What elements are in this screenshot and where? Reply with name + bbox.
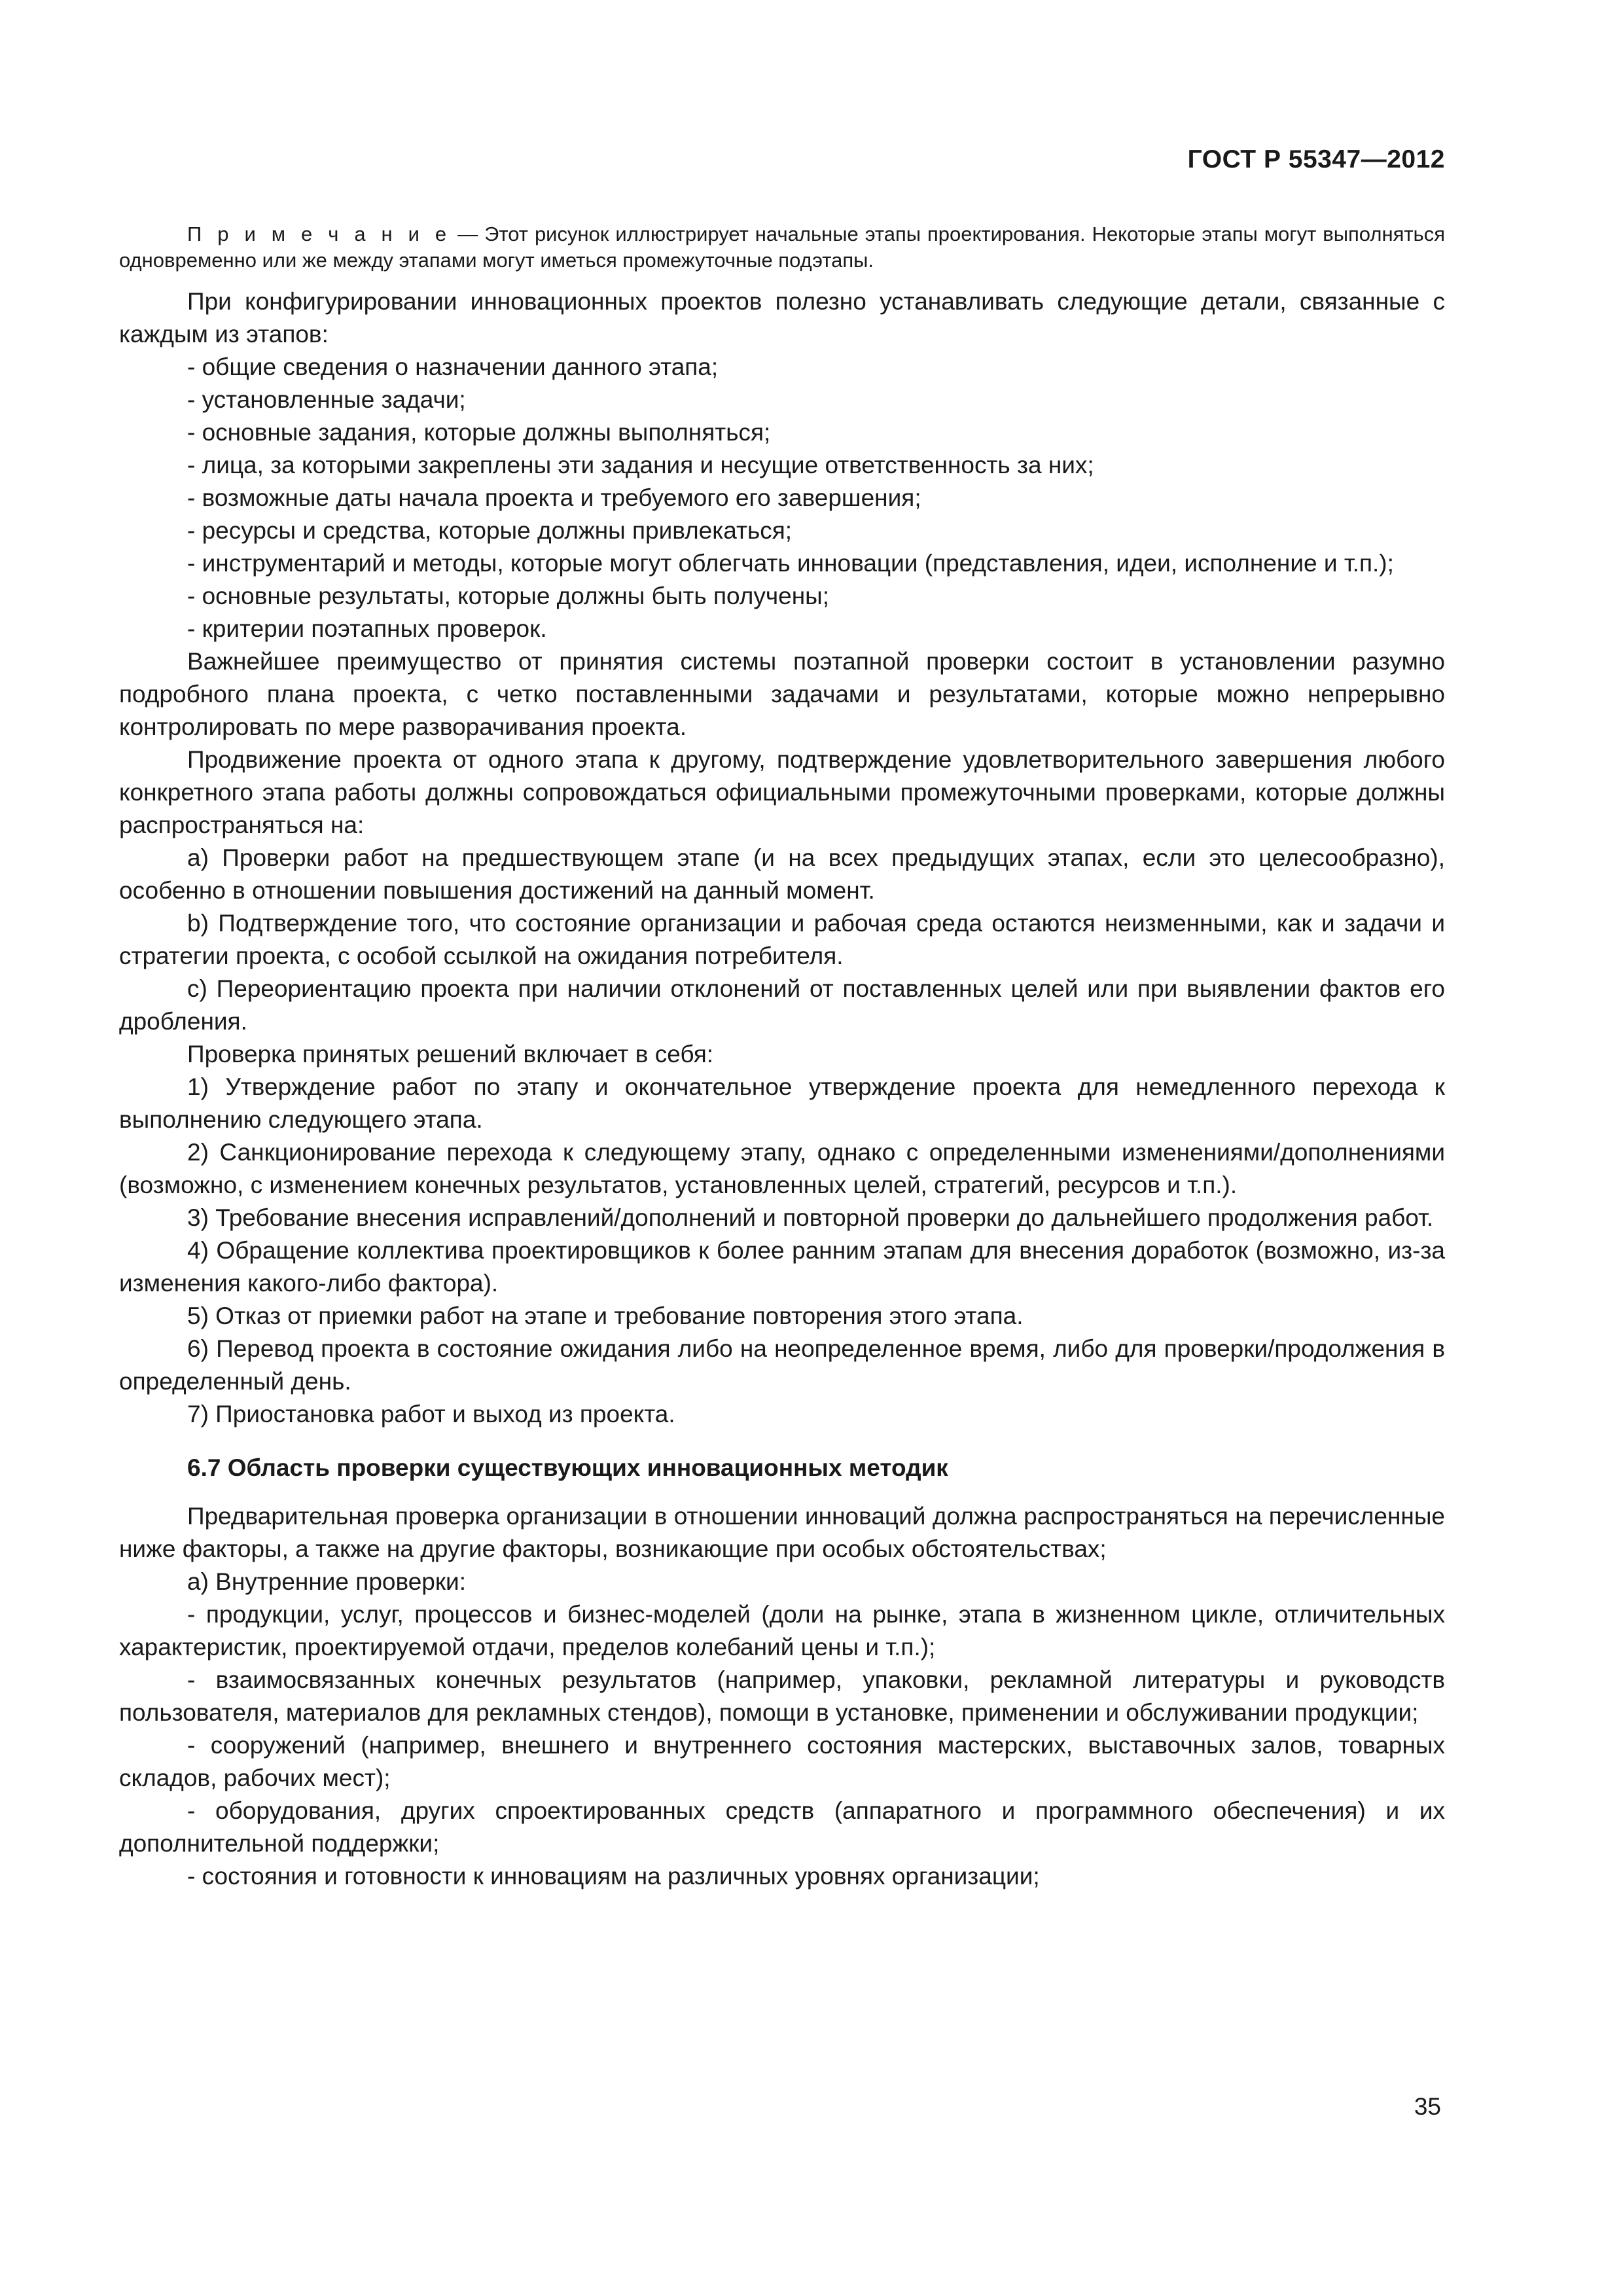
list-item-config: - инструментарий и методы, которые могут облегчать инновации (представления, идеи, исполнение и т.п.); [187, 550, 1394, 577]
list-item-internal: - сооружений (например, внешнего и внутреннего состояния мастерских, выставочных залов, товарных складов, рабочих мест); [119, 1732, 1445, 1791]
list-item-config: - возможные даты начала проекта и требуемого его завершения; [187, 484, 921, 511]
list-item-config: - ресурсы и средства, которые должны привлекаться; [187, 517, 793, 544]
paragraph-section-intro: Предварительная проверка организации в отношении инноваций должна распространяться на перечисленные ниже факторы, а также на другие факторы, возникающие при особых обстоятельствах; [119, 1503, 1445, 1562]
list-item-decision: 3) Требование внесения исправлений/дополнений и повторной проверки до дальнейшего продолжения работ. [187, 1204, 1434, 1231]
subheading-internal-checks: а) Внутренние проверки: [187, 1568, 467, 1595]
paragraph-advantage: Важнейшее преимущество от принятия системы поэтапной проверки состоит в установлении разумно подробного плана проекта, с четко поставленными задачами и результатами, которые можно непрерывно контролировать по мере разворачивания проекта. [119, 648, 1445, 740]
list-item-config: - установленные задачи; [187, 386, 466, 413]
list-item-config: - основные задания, которые должны выполняться; [187, 419, 771, 446]
paragraph-decisions: Проверка принятых решений включает в себя: [187, 1041, 714, 1067]
list-item-check: c) Переориентацию проекта при наличии отклонений от поставленных целей или при выявлении фактов его дробления. [119, 975, 1445, 1035]
list-item-config: - лица, за которыми закреплены эти задания и несущие ответственность за них; [187, 452, 1094, 478]
list-item-decision: 4) Обращение коллектива проектировщиков к более ранним этапам для внесения доработок (возможно, из-за изменения какого-либо фактора). [119, 1237, 1445, 1297]
list-item-decision: 6) Перевод проекта в состояние ожидания либо на неопределенное время, либо для проверки/продолжения в определенный день. [119, 1335, 1445, 1395]
list-item-decision: 7) Приостановка работ и выход из проекта. [187, 1401, 675, 1427]
page-number: 35 [1414, 2093, 1441, 2120]
document-body [119, 221, 1445, 1893]
paragraph-config-intro: При конфигурировании инновационных проектов полезно устанавливать следующие детали, связанные с каждым из этапов: [119, 288, 1445, 348]
list-item-decision: 5) Отказ от приемки работ на этапе и требование повторения этого этапа. [187, 1302, 1024, 1329]
list-item-config: - основные результаты, которые должны быть получены; [187, 583, 830, 609]
list-item-check: b) Подтверждение того, что состояние организации и рабочая среда остаются неизменными, как и задачи и стратегии проекта, с особой ссылкой на ожидания потребителя. [119, 910, 1445, 969]
figure-note [119, 221, 1445, 274]
note-text: — Этот рисунок иллюстрирует начальные этапы проектирования. Некоторые этапы могут выполняться одновременно или же между этапами могут иметься промежуточные подэтапы. [119, 223, 1445, 272]
paragraph-progress: Продвижение проекта от одного этапа к другому, подтверждение удовлетворительного завершения любого конкретного этапа работы должны сопровождаться официальными промежуточными проверками, которые должны распространяться на: [119, 746, 1445, 838]
section-heading: 6.7 Область проверки существующих инновационных методик [187, 1454, 948, 1481]
list-item-check: a) Проверки работ на предшествующем этапе (и на всех предыдущих этапах, если это целесообразно), особенно в отношении повышения достижений на данный момент. [119, 844, 1445, 904]
list-item-config: - критерии поэтапных проверок. [187, 615, 547, 642]
list-item-decision: 1) Утверждение работ по этапу и окончательное утверждение проекта для немедленного перехода к выполнению следующего этапа. [119, 1073, 1445, 1133]
list-item-internal: - продукции, услуг, процессов и бизнес-моделей (доли на рынке, этапа в жизненном цикле, отличительных характеристик, проектируемой отдачи, пределов колебаний цены и т.п.); [119, 1601, 1445, 1660]
list-item-config: - общие сведения о назначении данного этапа; [187, 353, 719, 380]
list-item-internal: - состояния и готовности к инновациям на различных уровнях организации; [187, 1863, 1040, 1890]
document-code: ГОСТ Р 55347—2012 [1187, 145, 1445, 173]
list-item-internal: - взаимосвязанных конечных результатов (например, упаковки, рекламной литературы и руководств пользователя, материалов для рекламных стендов), помощи в установке, применении и обслуживании продукции; [119, 1666, 1445, 1726]
note-label: П р и м е ч а н и е [187, 223, 452, 245]
list-item-decision: 2) Санкционирование перехода к следующему этапу, однако с определенными изменениями/дополнениями (возможно, с изменением конечных результатов, установленных целей, стратегий, ресурсов и т.п.). [119, 1139, 1445, 1198]
list-item-internal: - оборудования, других спроектированных средств (аппаратного и программного обеспечения) и их дополнительной поддержки; [119, 1797, 1445, 1857]
